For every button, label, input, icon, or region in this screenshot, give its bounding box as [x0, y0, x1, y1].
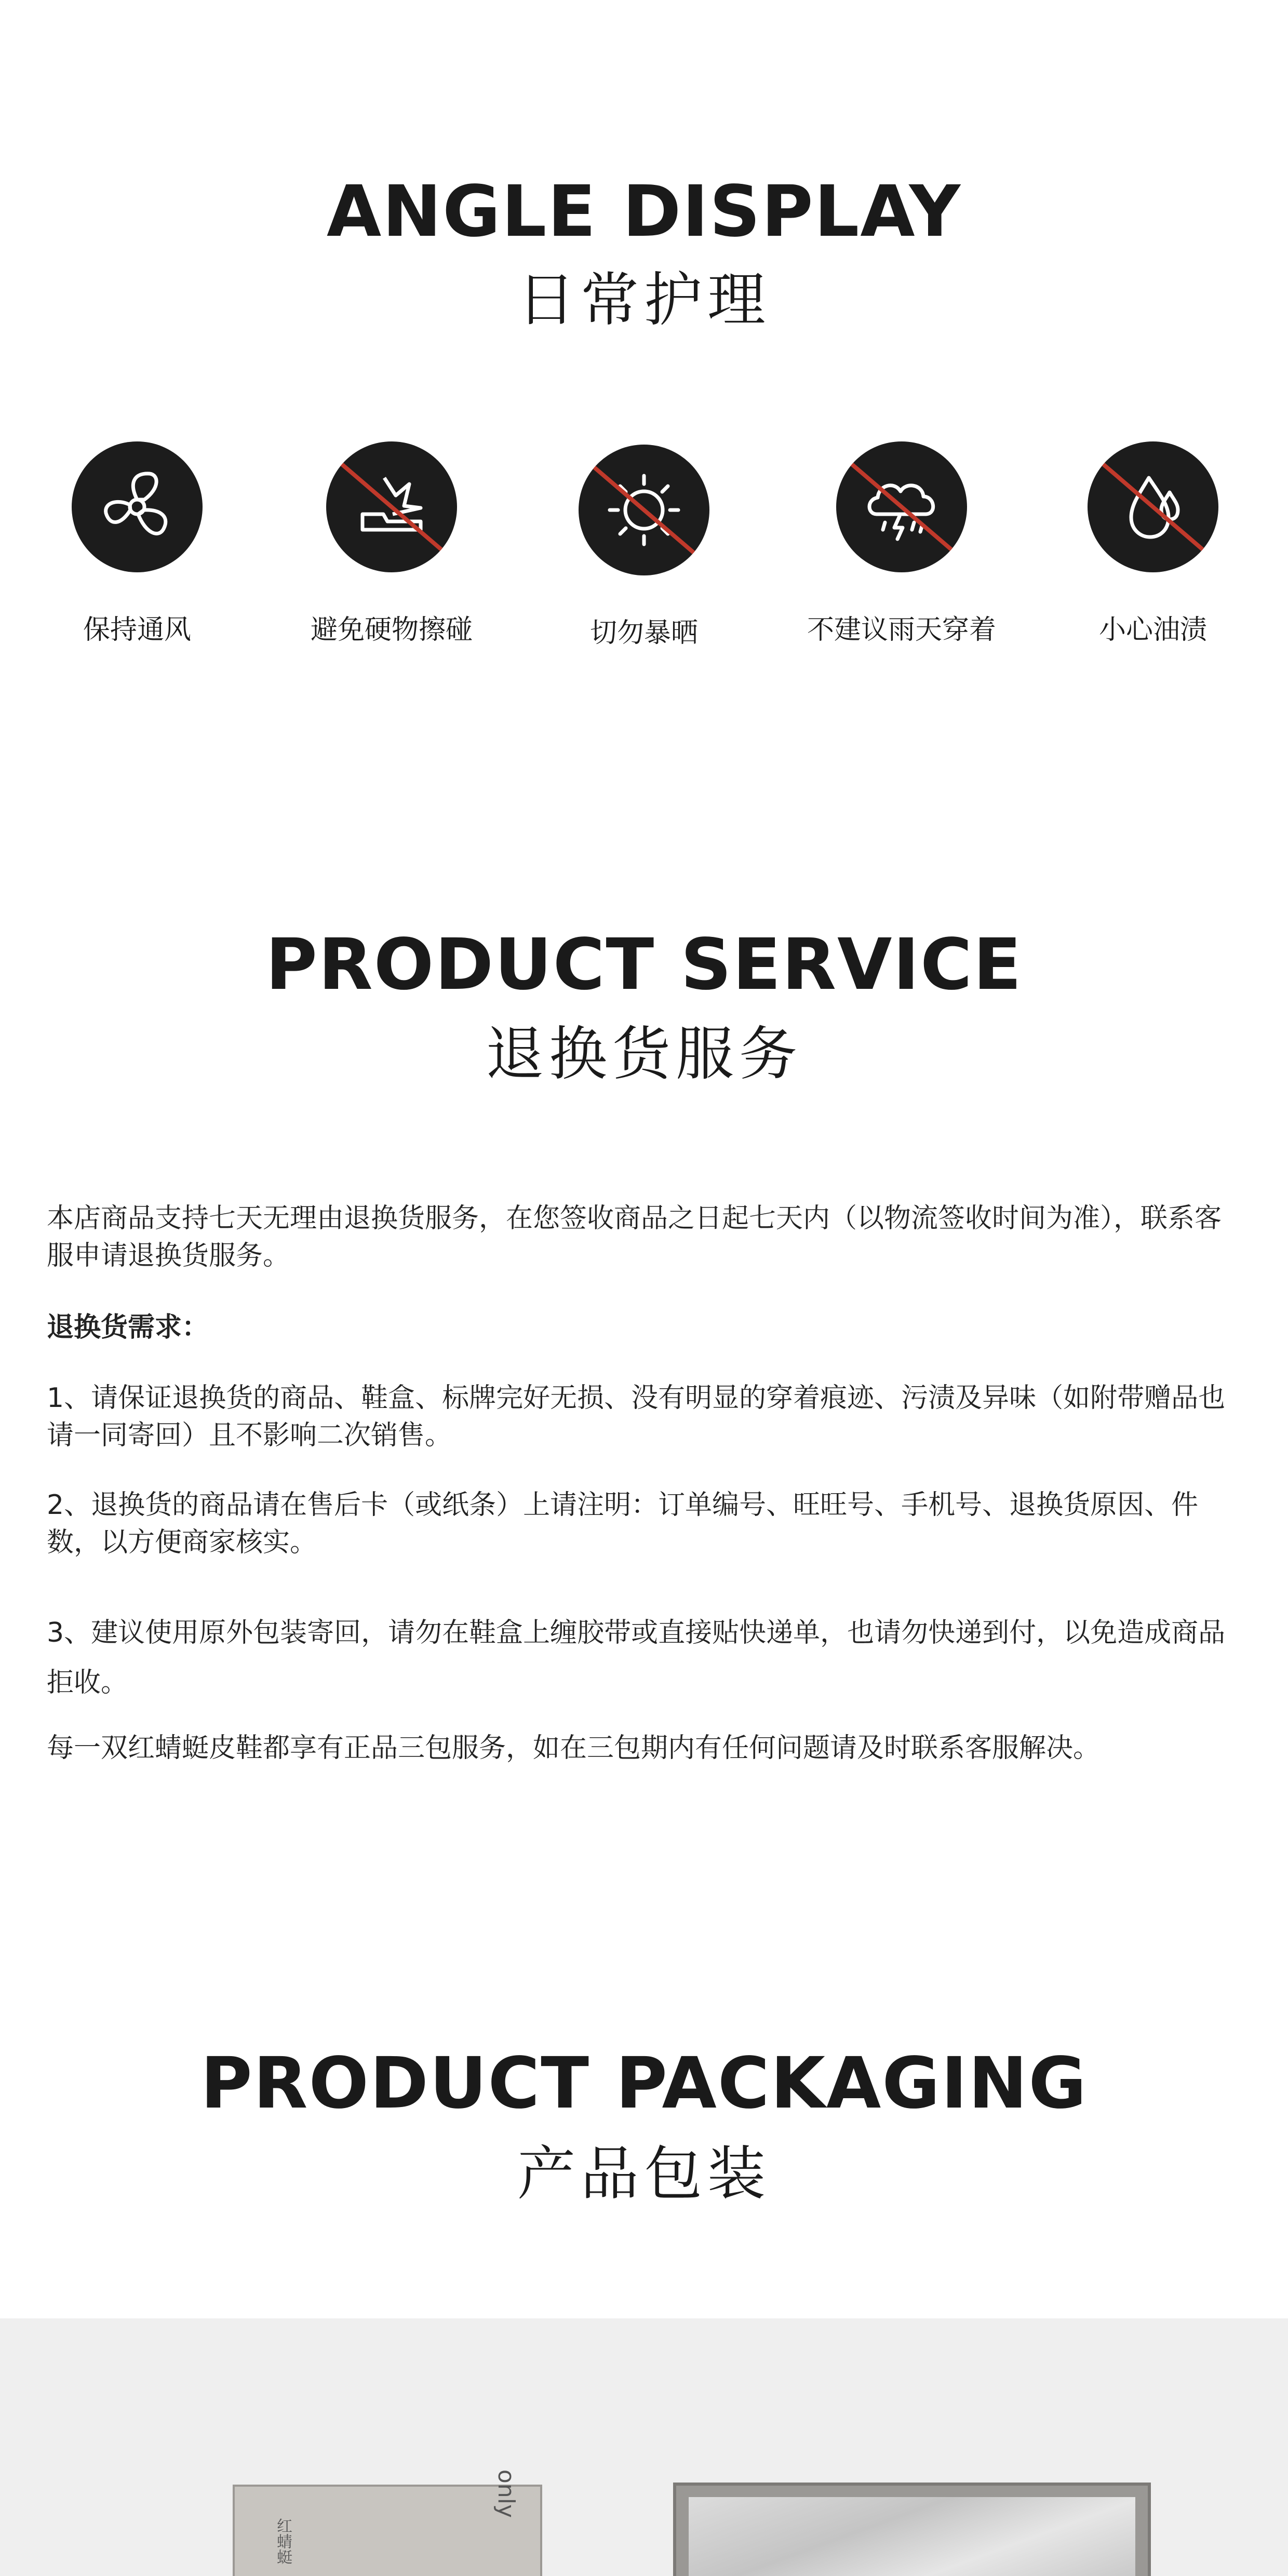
- care-item-ventilate: [12, 441, 262, 647]
- care-item-no-rain: [777, 441, 1026, 647]
- service-warranty: 每一双红蜻蜓皮鞋都享有正品三包服务，如在三包期内有任何问题请及时联系客服解决。: [47, 1733, 1101, 1764]
- service-requirement-1: 1、请保证退换货的商品、鞋盒、标牌完好无损、没有明显的穿着痕迹、污渍及异味（如附带赠品也请一同寄回）且不影响二次销售。: [47, 1383, 1226, 1451]
- service-requirements-title: 退换货需求：: [47, 1312, 209, 1343]
- care-item-oil: [1028, 441, 1278, 647]
- fan-icon: [72, 441, 203, 572]
- care-item-no-sun: [519, 445, 769, 650]
- box-brand: only: [493, 2469, 519, 2518]
- no-rain-icon: [836, 441, 967, 572]
- care-title-cn: 日常护理: [517, 266, 771, 334]
- packaging-title-en: PRODUCT PACKAGING: [200, 2043, 1088, 2125]
- no-sun-icon: [579, 445, 709, 575]
- box-brand-cn: 红蜻蜓: [274, 2518, 292, 2565]
- no-oil-icon: [1088, 441, 1218, 572]
- service-title-cn: 退换货服务: [486, 1021, 802, 1088]
- packaging-image: [0, 2318, 1288, 2576]
- packaging-title-cn: 产品包装: [517, 2140, 771, 2208]
- shoe-box-open: [673, 2483, 1151, 2576]
- tissue-paper: [689, 2497, 1135, 2576]
- care-label: 小心油渍: [1098, 614, 1207, 646]
- shoe-box-lid: [233, 2469, 542, 2576]
- service-requirement-3: 3、建议使用原外包装寄回，请勿在鞋盒上缠胶带或直接贴快递单，也请勿快递到付，以免造成商品拒收。: [47, 1617, 1226, 1698]
- service-title-en: PRODUCT SERVICE: [265, 924, 1023, 1006]
- care-label: 切勿暴晒: [589, 618, 698, 649]
- care-label: 保持通风: [83, 614, 191, 646]
- care-label: 不建议雨天穿着: [807, 614, 996, 646]
- care-label: 避免硬物擦碰: [310, 614, 473, 646]
- service-intro: 本店商品支持七天无理由退换货服务，在您签收商品之日起七天内（以物流签收时间为准），联系客服申请退换货服务。: [47, 1203, 1222, 1271]
- care-title-en: ANGLE DISPLAY: [326, 171, 962, 253]
- service-requirement-2: 2、退换货的商品请在售后卡（或纸条）上请注明：订单编号、旺旺号、手机号、退换货原因、件数，以方便商家核实。: [47, 1490, 1199, 1558]
- care-item-avoid-hard: [267, 441, 516, 647]
- no-hard-object-icon: [326, 441, 457, 572]
